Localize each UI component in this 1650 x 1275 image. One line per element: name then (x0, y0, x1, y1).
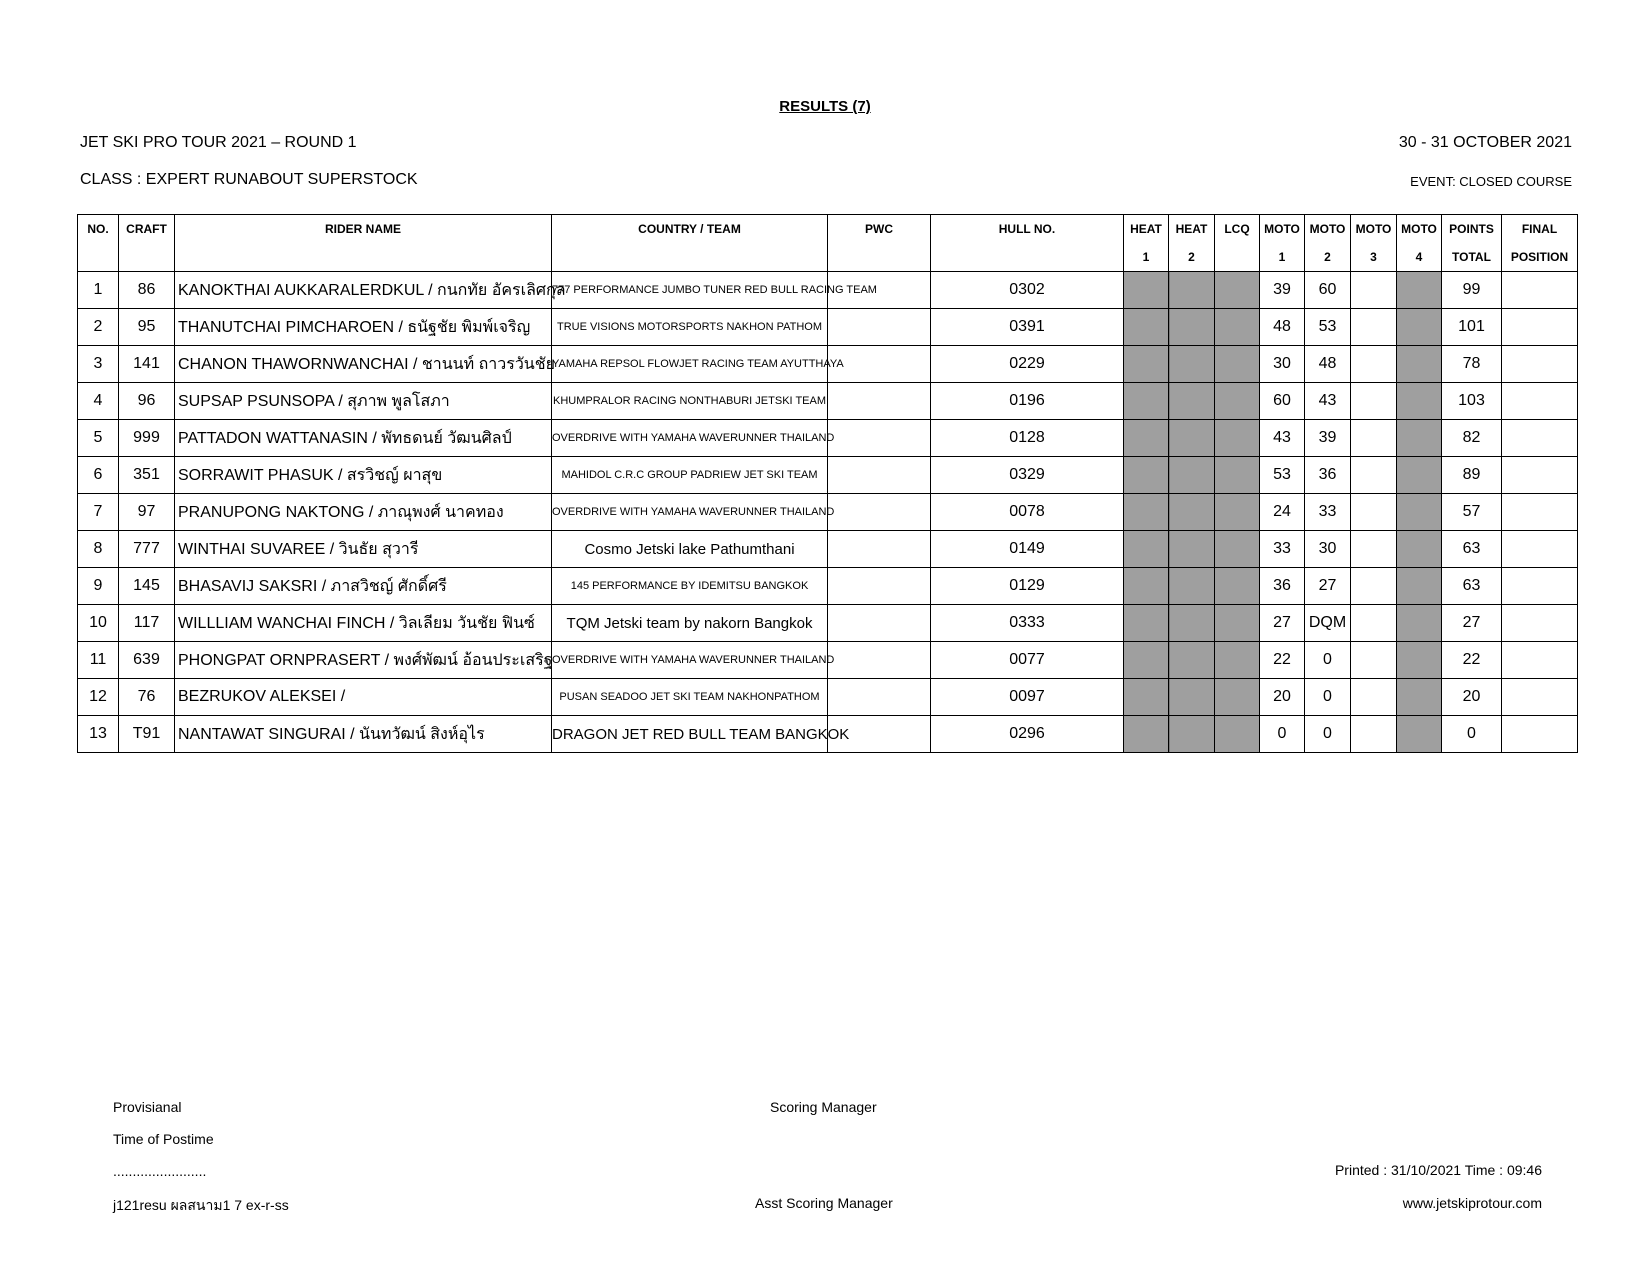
cell-rider-name: SORRAWIT PHASUK / สรวิชญ์ ผาสุข (175, 457, 552, 494)
cell-lcq (1215, 531, 1260, 568)
cell-pwc (828, 457, 931, 494)
cell-country-team: 145 PERFORMANCE BY IDEMITSU BANGKOK (552, 568, 828, 605)
cell-heat2 (1169, 420, 1215, 457)
cell-no: 9 (78, 568, 119, 605)
cell-craft: 999 (119, 420, 175, 457)
cell-heat1 (1124, 383, 1169, 420)
cell-lcq (1215, 605, 1260, 642)
file-reference: j121resu ผลสนาม1 7 ex-r-ss (113, 1197, 289, 1213)
cell-no: 2 (78, 309, 119, 346)
col-heat1-num: 1 (1124, 243, 1169, 272)
col-pwc: PWC (828, 215, 931, 272)
cell-moto2: 43 (1305, 383, 1351, 420)
cell-hull-no: 0391 (931, 309, 1124, 346)
cell-moto2: 33 (1305, 494, 1351, 531)
tour-name: JET SKI PRO TOUR 2021 – ROUND 1 (80, 134, 357, 151)
cell-pwc (828, 679, 931, 716)
cell-hull-no: 0129 (931, 568, 1124, 605)
col-heat2-num: 2 (1169, 243, 1215, 272)
cell-moto3 (1351, 457, 1397, 494)
cell-no: 5 (78, 420, 119, 457)
cell-moto3 (1351, 272, 1397, 309)
cell-heat1 (1124, 531, 1169, 568)
cell-points-total: 0 (1442, 716, 1502, 753)
cell-pwc (828, 383, 931, 420)
cell-no: 6 (78, 457, 119, 494)
cell-country-team: PUSAN SEADOO JET SKI TEAM NAKHONPATHOM (552, 679, 828, 716)
cell-craft: 777 (119, 531, 175, 568)
cell-final-position (1502, 531, 1578, 568)
cell-rider-name: SUPSAP PSUNSOPA / สุภาพ พูลโสภา (175, 383, 552, 420)
cell-moto3 (1351, 679, 1397, 716)
cell-moto2: 30 (1305, 531, 1351, 568)
table-row (78, 383, 1578, 420)
cell-heat1 (1124, 679, 1169, 716)
cell-moto3 (1351, 420, 1397, 457)
cell-points-total: 63 (1442, 531, 1502, 568)
cell-lcq (1215, 383, 1260, 420)
cell-moto3 (1351, 309, 1397, 346)
cell-moto1: 39 (1260, 272, 1305, 309)
cell-rider-name: BEZRUKOV ALEKSEI / (175, 679, 552, 716)
cell-heat2 (1169, 642, 1215, 679)
col-final-position-sub: POSITION (1502, 243, 1578, 272)
cell-moto1: 48 (1260, 309, 1305, 346)
class-label: CLASS : EXPERT RUNABOUT SUPERSTOCK (80, 171, 418, 188)
cell-heat2 (1169, 346, 1215, 383)
cell-points-total: 57 (1442, 494, 1502, 531)
cell-hull-no: 0229 (931, 346, 1124, 383)
table-row (78, 716, 1578, 753)
cell-lcq (1215, 457, 1260, 494)
cell-moto4 (1397, 309, 1442, 346)
cell-moto1: 36 (1260, 568, 1305, 605)
cell-moto4 (1397, 642, 1442, 679)
cell-moto4 (1397, 716, 1442, 753)
col-points-total: POINTS (1442, 215, 1502, 244)
cell-hull-no: 0196 (931, 383, 1124, 420)
cell-rider-name: BHASAVIJ SAKSRI / ภาสวิชญ์ ศักดิ์ศรี (175, 568, 552, 605)
cell-lcq (1215, 346, 1260, 383)
cell-final-position (1502, 494, 1578, 531)
cell-heat1 (1124, 494, 1169, 531)
cell-lcq (1215, 679, 1260, 716)
results-table (77, 214, 1578, 753)
cell-points-total: 103 (1442, 383, 1502, 420)
cell-craft: 97 (119, 494, 175, 531)
cell-no: 10 (78, 605, 119, 642)
cell-heat1 (1124, 309, 1169, 346)
cell-final-position (1502, 568, 1578, 605)
cell-hull-no: 0333 (931, 605, 1124, 642)
cell-pwc (828, 494, 931, 531)
cell-rider-name: KANOKTHAI AUKKARALERDKUL / กนกทัย อัครเลิศกุล (175, 272, 552, 309)
cell-moto1: 20 (1260, 679, 1305, 716)
cell-heat2 (1169, 605, 1215, 642)
cell-lcq (1215, 568, 1260, 605)
cell-country-team: Cosmo Jetski lake Pathumthani (552, 531, 828, 568)
cell-final-position (1502, 383, 1578, 420)
cell-pwc (828, 420, 931, 457)
cell-pwc (828, 642, 931, 679)
cell-moto4 (1397, 531, 1442, 568)
cell-rider-name: THANUTCHAI PIMCHAROEN / ธนัฐชัย พิมพ์เจริญ (175, 309, 552, 346)
cell-rider-name: PRANUPONG NAKTONG / ภาณุพงศ์ นาคทอง (175, 494, 552, 531)
cell-heat2 (1169, 309, 1215, 346)
cell-rider-name: WILLLIAM WANCHAI FINCH / วิลเลียม วันชัย ฟินซ์ (175, 605, 552, 642)
cell-heat2 (1169, 494, 1215, 531)
cell-heat1 (1124, 716, 1169, 753)
cell-rider-name: NANTAWAT SINGURAI / นันทวัฒน์ สิงห์อุไร (175, 716, 552, 753)
cell-no: 12 (78, 679, 119, 716)
col-heat2: HEAT (1169, 215, 1215, 244)
cell-points-total: 89 (1442, 457, 1502, 494)
cell-moto2: 0 (1305, 716, 1351, 753)
cell-heat2 (1169, 272, 1215, 309)
results-title: RESULTS (7) (779, 98, 871, 115)
cell-moto2: 60 (1305, 272, 1351, 309)
cell-pwc (828, 568, 931, 605)
cell-hull-no: 0296 (931, 716, 1124, 753)
col-final-position: FINAL (1502, 215, 1578, 244)
cell-moto3 (1351, 568, 1397, 605)
cell-heat1 (1124, 568, 1169, 605)
table-row (78, 420, 1578, 457)
col-moto3-num: 3 (1351, 243, 1397, 272)
cell-moto4 (1397, 494, 1442, 531)
cell-craft: 145 (119, 568, 175, 605)
cell-hull-no: 0077 (931, 642, 1124, 679)
cell-moto1: 30 (1260, 346, 1305, 383)
cell-no: 3 (78, 346, 119, 383)
cell-moto1: 53 (1260, 457, 1305, 494)
cell-points-total: 27 (1442, 605, 1502, 642)
cell-craft: 76 (119, 679, 175, 716)
cell-heat1 (1124, 346, 1169, 383)
cell-craft: 117 (119, 605, 175, 642)
cell-hull-no: 0097 (931, 679, 1124, 716)
cell-country-team: 777 PERFORMANCE JUMBO TUNER RED BULL RACING TEAM (552, 272, 828, 309)
cell-heat2 (1169, 716, 1215, 753)
website-link[interactable]: www.jetskiprotour.com (1402, 1195, 1542, 1211)
cell-final-position (1502, 272, 1578, 309)
cell-moto1: 0 (1260, 716, 1305, 753)
cell-no: 4 (78, 383, 119, 420)
cell-moto1: 22 (1260, 642, 1305, 679)
cell-final-position (1502, 605, 1578, 642)
cell-heat2 (1169, 531, 1215, 568)
table-row (78, 309, 1578, 346)
cell-no: 13 (78, 716, 119, 753)
cell-final-position (1502, 679, 1578, 716)
cell-heat2 (1169, 679, 1215, 716)
cell-rider-name: PATTADON WATTANASIN / พัทธดนย์ วัฒนศิลป์ (175, 420, 552, 457)
cell-rider-name: PHONGPAT ORNPRASERT / พงศ์พัฒน์ อ้อนประเสริฐ (175, 642, 552, 679)
cell-moto3 (1351, 346, 1397, 383)
cell-rider-name: WINTHAI SUVAREE / วินธัย สุวารี (175, 531, 552, 568)
cell-hull-no: 0329 (931, 457, 1124, 494)
cell-country-team: TQM Jetski team by nakorn Bangkok (552, 605, 828, 642)
time-of-postime-label: Time of Postime (113, 1131, 214, 1147)
cell-country-team: KHUMPRALOR RACING NONTHABURI JETSKI TEAM (552, 383, 828, 420)
cell-country-team: OVERDRIVE WITH YAMAHA WAVERUNNER THAILAND (552, 642, 828, 679)
cell-heat1 (1124, 457, 1169, 494)
cell-moto3 (1351, 383, 1397, 420)
cell-moto2: 0 (1305, 679, 1351, 716)
cell-country-team: DRAGON JET RED BULL TEAM BANGKOK (552, 716, 828, 753)
cell-moto3 (1351, 605, 1397, 642)
cell-country-team: OVERDRIVE WITH YAMAHA WAVERUNNER THAILAND (552, 494, 828, 531)
cell-points-total: 82 (1442, 420, 1502, 457)
cell-moto3 (1351, 531, 1397, 568)
cell-no: 1 (78, 272, 119, 309)
event-date: 30 - 31 OCTOBER 2021 (1398, 134, 1572, 151)
col-rider-name: RIDER NAME (175, 215, 552, 272)
cell-moto1: 33 (1260, 531, 1305, 568)
cell-hull-no: 0302 (931, 272, 1124, 309)
cell-heat1 (1124, 420, 1169, 457)
scoring-manager-label: Scoring Manager (770, 1099, 877, 1115)
asst-scoring-manager-label: Asst Scoring Manager (755, 1195, 893, 1211)
col-craft: CRAFT (119, 215, 175, 272)
cell-lcq (1215, 309, 1260, 346)
cell-moto4 (1397, 457, 1442, 494)
cell-pwc (828, 531, 931, 568)
cell-points-total: 20 (1442, 679, 1502, 716)
cell-heat2 (1169, 383, 1215, 420)
cell-points-total: 99 (1442, 272, 1502, 309)
col-lcq: LCQ (1215, 215, 1260, 272)
cell-craft: 95 (119, 309, 175, 346)
table-row (78, 679, 1578, 716)
table-row (78, 494, 1578, 531)
cell-moto4 (1397, 272, 1442, 309)
cell-moto1: 60 (1260, 383, 1305, 420)
cell-heat2 (1169, 457, 1215, 494)
cell-no: 7 (78, 494, 119, 531)
col-moto2: MOTO (1305, 215, 1351, 244)
cell-heat1 (1124, 605, 1169, 642)
cell-final-position (1502, 346, 1578, 383)
event-type: EVENT: CLOSED COURSE (1410, 174, 1572, 189)
cell-craft: 351 (119, 457, 175, 494)
cell-lcq (1215, 642, 1260, 679)
cell-country-team: TRUE VISIONS MOTORSPORTS NAKHON PATHOM (552, 309, 828, 346)
table-row (78, 642, 1578, 679)
header-row-1 (78, 215, 1578, 244)
cell-heat1 (1124, 642, 1169, 679)
cell-final-position (1502, 716, 1578, 753)
col-moto3: MOTO (1351, 215, 1397, 244)
cell-final-position (1502, 457, 1578, 494)
table-row (78, 568, 1578, 605)
col-no: NO. (78, 215, 119, 272)
cell-lcq (1215, 716, 1260, 753)
cell-points-total: 63 (1442, 568, 1502, 605)
cell-no: 11 (78, 642, 119, 679)
cell-craft: 96 (119, 383, 175, 420)
cell-moto2: 53 (1305, 309, 1351, 346)
cell-final-position (1502, 309, 1578, 346)
cell-pwc (828, 605, 931, 642)
cell-points-total: 22 (1442, 642, 1502, 679)
table-row (78, 457, 1578, 494)
cell-moto1: 43 (1260, 420, 1305, 457)
cell-moto4 (1397, 383, 1442, 420)
cell-moto2: 27 (1305, 568, 1351, 605)
time-placeholder-dots: ........................ (113, 1163, 207, 1179)
col-moto1-num: 1 (1260, 243, 1305, 272)
col-moto4-num: 4 (1397, 243, 1442, 272)
col-heat1: HEAT (1124, 215, 1169, 244)
cell-heat1 (1124, 272, 1169, 309)
cell-moto4 (1397, 420, 1442, 457)
cell-moto2: 0 (1305, 642, 1351, 679)
table-row (78, 531, 1578, 568)
col-country-team: COUNTRY / TEAM (552, 215, 828, 272)
cell-craft: 86 (119, 272, 175, 309)
cell-moto3 (1351, 494, 1397, 531)
cell-country-team: MAHIDOL C.R.C GROUP PADRIEW JET SKI TEAM (552, 457, 828, 494)
cell-moto2: DQM (1305, 605, 1351, 642)
cell-country-team: YAMAHA REPSOL FLOWJET RACING TEAM AYUTTHAYA (552, 346, 828, 383)
table-row (78, 272, 1578, 309)
cell-moto4 (1397, 346, 1442, 383)
cell-final-position (1502, 642, 1578, 679)
cell-moto3 (1351, 642, 1397, 679)
table-row (78, 346, 1578, 383)
cell-final-position (1502, 420, 1578, 457)
col-points-total-sub: TOTAL (1442, 243, 1502, 272)
col-moto4: MOTO (1397, 215, 1442, 244)
cell-rider-name: CHANON THAWORNWANCHAI / ชานนท์ ถาวรวันชัย (175, 346, 552, 383)
cell-moto2: 39 (1305, 420, 1351, 457)
cell-lcq (1215, 494, 1260, 531)
cell-moto4 (1397, 679, 1442, 716)
cell-moto4 (1397, 605, 1442, 642)
cell-country-team: OVERDRIVE WITH YAMAHA WAVERUNNER THAILAND (552, 420, 828, 457)
cell-points-total: 78 (1442, 346, 1502, 383)
cell-craft: 639 (119, 642, 175, 679)
cell-moto1: 27 (1260, 605, 1305, 642)
printed-timestamp: Printed : 31/10/2021 Time : 09:46 (1334, 1162, 1542, 1178)
cell-moto4 (1397, 568, 1442, 605)
cell-hull-no: 0078 (931, 494, 1124, 531)
col-moto2-num: 2 (1305, 243, 1351, 272)
cell-lcq (1215, 272, 1260, 309)
cell-craft: 141 (119, 346, 175, 383)
cell-lcq (1215, 420, 1260, 457)
col-hull-no: HULL NO. (931, 215, 1124, 272)
col-moto1: MOTO (1260, 215, 1305, 244)
table-row (78, 605, 1578, 642)
provisional-label: Provisianal (113, 1099, 182, 1115)
cell-no: 8 (78, 531, 119, 568)
results-rows (78, 272, 1578, 753)
cell-hull-no: 0149 (931, 531, 1124, 568)
cell-hull-no: 0128 (931, 420, 1124, 457)
cell-moto2: 36 (1305, 457, 1351, 494)
cell-heat2 (1169, 568, 1215, 605)
cell-moto3 (1351, 716, 1397, 753)
cell-moto1: 24 (1260, 494, 1305, 531)
cell-points-total: 101 (1442, 309, 1502, 346)
cell-pwc (828, 309, 931, 346)
cell-craft: T91 (119, 716, 175, 753)
cell-moto2: 48 (1305, 346, 1351, 383)
